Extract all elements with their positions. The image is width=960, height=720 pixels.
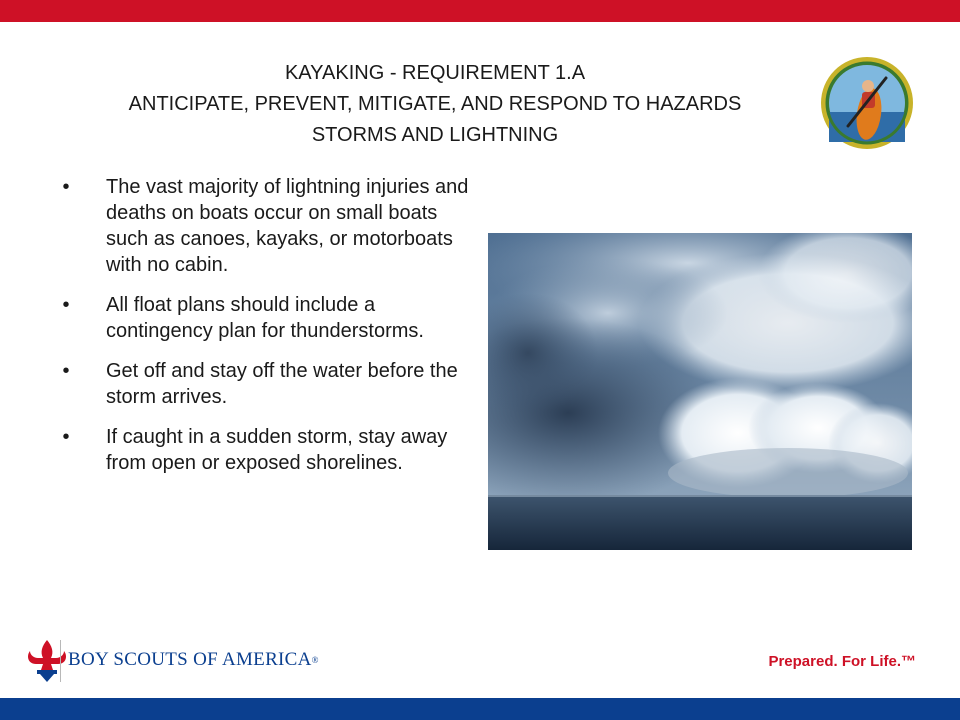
list-item <box>60 292 470 344</box>
org-name-text: BOY SCOUTS OF AMERICA <box>68 649 312 670</box>
slide-title <box>90 58 780 151</box>
org-registered-mark: ® <box>311 655 319 665</box>
list-item <box>60 358 470 410</box>
bullet-dot: • <box>62 176 70 198</box>
top-red-bar <box>0 0 960 22</box>
bullet-text: Get off and stay off the water before the storm arrives. <box>106 360 458 408</box>
storm-clouds-photo <box>488 233 912 550</box>
bottom-blue-bar <box>0 698 960 720</box>
title-line-1: KAYAKING - REQUIREMENT 1.A <box>284 62 586 84</box>
footer-divider <box>60 640 61 682</box>
bsa-fleur-de-lis-icon <box>24 636 70 684</box>
bullet-dot: • <box>62 360 70 382</box>
title-line-3: STORMS AND LIGHTNING <box>311 124 559 146</box>
list-item <box>60 424 470 476</box>
title-line-2: ANTICIPATE, PREVENT, MITIGATE, AND RESPOND TO HAZARDS <box>128 93 742 115</box>
bullet-dot: • <box>62 294 70 316</box>
kayaking-merit-badge-icon <box>820 56 914 150</box>
org-name <box>68 648 319 672</box>
bullet-list <box>60 174 470 490</box>
bullet-text: If caught in a sudden storm, stay away from open or exposed shorelines. <box>106 426 448 474</box>
tagline: Prepared. For Life.™ <box>768 653 916 670</box>
list-item <box>60 174 470 278</box>
bullet-text: The vast majority of lightning injuries and deaths on boats occur on small boats such as canoes, kayaks, or motorboats with no cabin. <box>106 176 469 276</box>
bullet-dot: • <box>62 426 70 448</box>
bullet-text: All float plans should include a contingency plan for thunderstorms. <box>106 294 424 342</box>
